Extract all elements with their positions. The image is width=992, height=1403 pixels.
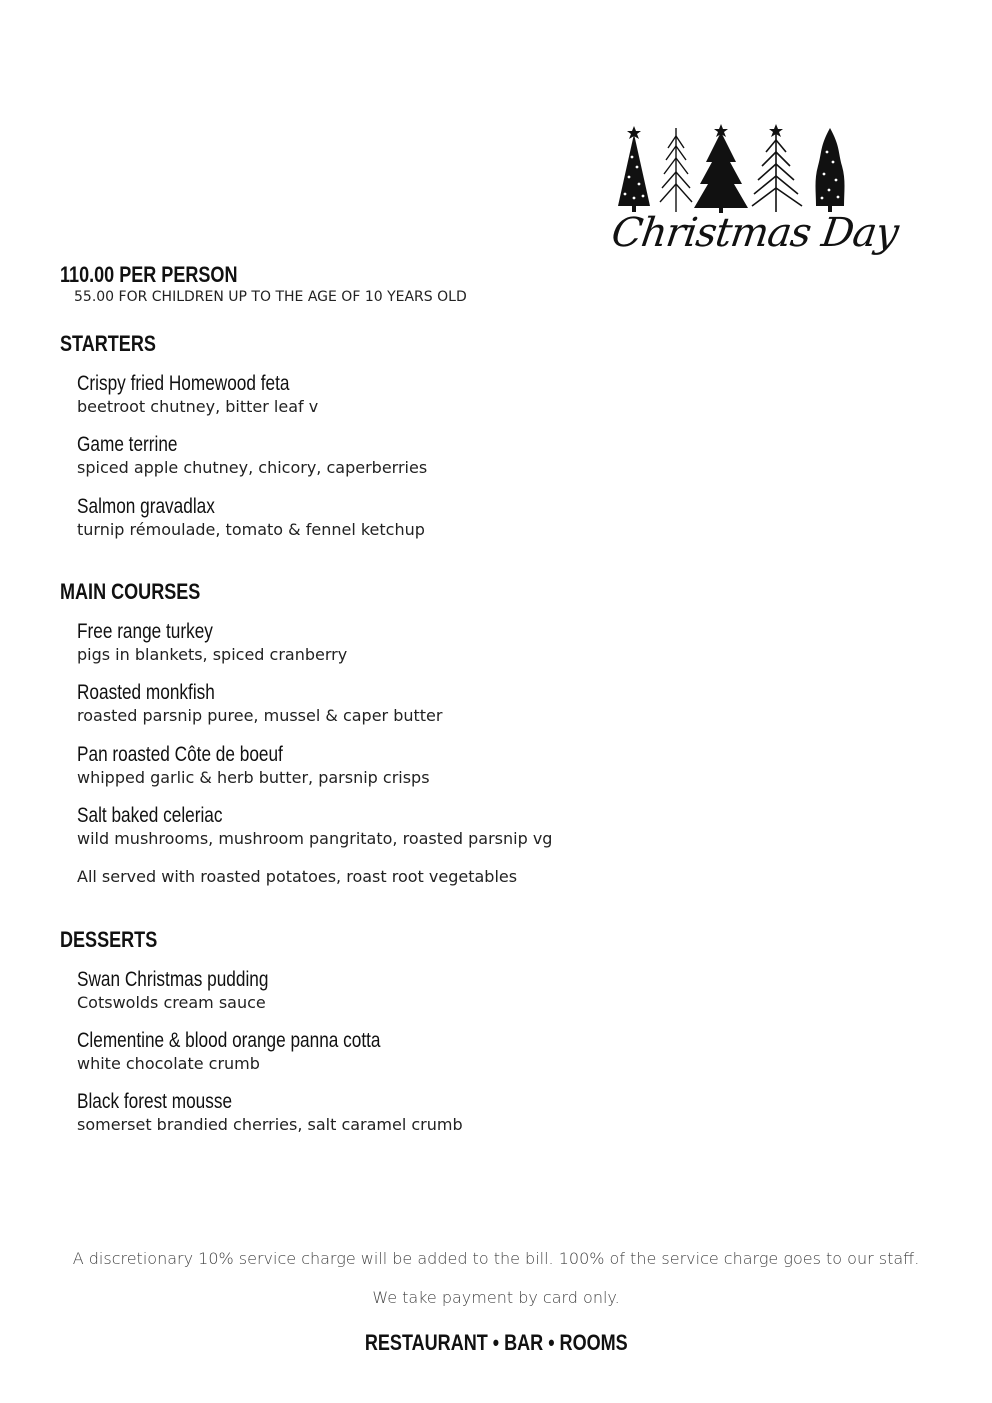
item-description: beetroot chutney, bitter leaf v <box>77 397 319 416</box>
menu-item <box>77 968 310 1012</box>
item-name: Pan roasted Côte de boeuf <box>77 743 283 766</box>
item-description: wild mushrooms, mushroom pangritato, roasted parsnip vg <box>77 829 553 848</box>
item-name: Salt baked celeriac <box>77 804 223 827</box>
item-name: Clementine & blood orange panna cotta <box>77 1029 381 1052</box>
menu-item <box>77 804 552 848</box>
item-description: roasted parsnip puree, mussel & caper butter <box>77 706 443 725</box>
footer-brand: RESTAURANT • BAR • ROOMS <box>364 1330 628 1355</box>
item-description: pigs in blankets, spiced cranberry <box>77 645 348 664</box>
item-description: white chocolate crumb <box>77 1054 260 1073</box>
item-name: Swan Christmas pudding <box>77 968 269 991</box>
item-description: turnip rémoulade, tomato & fennel ketchup <box>77 520 425 539</box>
christmas-trees-icon <box>610 122 855 218</box>
menu-item <box>77 372 336 416</box>
main-courses-heading: MAIN COURSES <box>60 579 201 604</box>
christmas-day-logo <box>608 122 901 272</box>
menu-item <box>77 1029 447 1073</box>
menu-item <box>77 433 427 477</box>
menu-item <box>77 620 347 664</box>
item-description: Cotswolds cream sauce <box>77 993 266 1012</box>
item-name: Game terrine <box>77 433 178 456</box>
item-name: Black forest mousse <box>77 1090 233 1113</box>
service-charge-note: A discretionary 10% service charge will be added to the bill. 100% of the service charge goes to our staff. <box>72 1249 920 1268</box>
menu-item <box>77 681 442 725</box>
served-with-note: All served with roasted potatoes, roast root vegetables <box>77 867 518 886</box>
christmas-day-title: Christmas Day <box>608 210 901 256</box>
item-name: Salmon gravadlax <box>77 495 215 518</box>
item-description: spiced apple chutney, chicory, caperberries <box>77 458 428 477</box>
item-name: Free range turkey <box>77 620 213 643</box>
menu-item <box>77 743 430 787</box>
payment-note: We take payment by card only. <box>372 1288 620 1307</box>
item-description: whipped garlic & herb butter, parsnip crisps <box>77 768 430 787</box>
desserts-heading: DESSERTS <box>60 927 158 952</box>
children-price-note: 55.00 FOR CHILDREN UP TO THE AGE OF 10 YEARS OLD <box>74 289 467 305</box>
starters-heading: STARTERS <box>60 331 156 356</box>
item-description: somerset brandied cherries, salt caramel crumb <box>77 1115 463 1134</box>
menu-item <box>77 1090 463 1134</box>
price-per-person: 110.00 PER PERSON <box>60 262 238 287</box>
item-name: Crispy fried Homewood feta <box>77 372 290 395</box>
item-name: Roasted monkfish <box>77 681 215 704</box>
menu-item <box>77 495 425 539</box>
